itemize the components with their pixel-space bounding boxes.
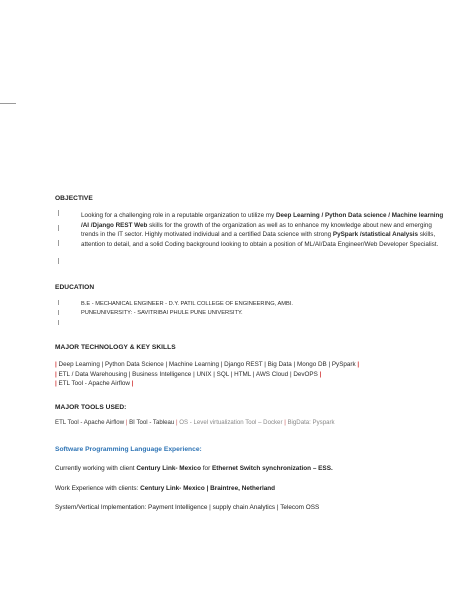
- programming-heading: Software Programming Language Experience:: [55, 446, 202, 453]
- client-list: Century Link- Mexico | Braintree, Netherland: [140, 485, 276, 492]
- text-part: Work Experience with clients:: [55, 485, 141, 492]
- skill-item: UNIX: [196, 370, 212, 378]
- skill-item: Python Data Science: [104, 361, 164, 368]
- education-degree: B.E - MECHANICAL ENGINEER - D.Y. PATIL COLLEGE OF ENGINEERING, AMBI.: [81, 301, 293, 307]
- objective-bold: PySpark /statistical Analysis: [332, 231, 419, 238]
- skill-item: AWS Cloud: [255, 370, 289, 378]
- skill-item: HTML: [234, 370, 252, 378]
- tool-item: BigData: Pyspark: [287, 419, 335, 426]
- left-bar-mark: [58, 258, 59, 264]
- objective-text: [81, 211, 451, 249]
- text-part: Currently working with client: [55, 465, 137, 472]
- skill-item: Mongo DB: [296, 361, 327, 368]
- education-university: PUNEUNIVERSITY: - SAVITRIBAI PHULE PUNE UNIVERSITY.: [81, 310, 243, 316]
- current-client-line: [55, 465, 333, 472]
- skills-list: [55, 360, 445, 389]
- skills-row: | ETL / Data Warehousing | Business Intelligence | UNIX | SQL | HTML | AWS Cloud | DevOPS |: [55, 370, 322, 378]
- project-name: Ethernet Switch synchronization – ESS.: [212, 465, 333, 472]
- tools-list: ETL Tool - Apache Airflow | BI Tool - Tableau | OS - Level virtualization Tool – Docker | BigData: Pyspark: [55, 419, 335, 426]
- objective-part: Looking for a challenging role in a reputable organization to utilize my: [81, 212, 276, 219]
- tool-item: ETL Tool - Apache Airflow: [55, 419, 125, 426]
- skills-row: | ETL Tool - Apache Airflow |: [55, 380, 134, 387]
- skill-item: ETL / Data Warehousing: [58, 370, 127, 378]
- left-bar-mark: [58, 225, 59, 231]
- skill-item: DevOPS: [293, 370, 318, 378]
- objective-part: skills for the growth of the organization as well as to enhance my knowledge about new and emerging trends in the IT sector. Highly motivated individual and a certified Data science with strong: [81, 221, 432, 238]
- objective-part: skills, attention to detail, and a solid Coding background looking to obtain a position of ML/AI/Data Engineer/Web Developer Specialist.: [81, 231, 439, 248]
- skill-item: PySpark: [331, 361, 356, 368]
- tool-item: BI Tool - Tableau: [129, 419, 175, 426]
- skill-item: SQL: [216, 370, 230, 378]
- left-bar-mark: [58, 310, 59, 315]
- education-text: [81, 300, 431, 318]
- left-bar-mark: [58, 210, 59, 216]
- text-part: for: [200, 465, 212, 472]
- tool-item: OS - Level virtualization Tool – Docker: [179, 419, 283, 426]
- skill-item: Big Data: [267, 361, 292, 368]
- skill-item: Deep Learning: [58, 361, 100, 368]
- education-heading: EDUCATION: [55, 284, 95, 291]
- tools-heading: MAJOR TOOLS USED:: [55, 404, 127, 411]
- objective-bold: Deep Learning / Python Data science / Machine learning /AI /Django REST Web: [81, 212, 444, 229]
- skill-item: Django REST: [224, 361, 263, 368]
- work-experience-line: [55, 485, 275, 492]
- skills-heading: MAJOR TECHNOLOGY & KEY SKILLS: [55, 344, 176, 351]
- client-name: Century Link- Mexico: [136, 465, 201, 472]
- left-bar-mark: [58, 300, 59, 305]
- left-bar-mark: [58, 240, 59, 246]
- skill-item: Business Intelligence: [132, 370, 192, 378]
- implementation-line: System/Vertical Implementation: Payment Intelligence | supply chain Analytics | Telecom OSS: [55, 504, 320, 511]
- skill-item: ETL Tool - Apache Airflow: [58, 380, 130, 387]
- margin-mark: [0, 103, 16, 104]
- objective-heading: OBJECTIVE: [55, 195, 93, 202]
- left-bar-mark: [58, 320, 59, 325]
- skills-row: | Deep Learning | Python Data Science | Machine Learning | Django REST | Big Data | Mongo DB | PySpark |: [55, 361, 360, 368]
- skill-item: Machine Learning: [168, 361, 219, 368]
